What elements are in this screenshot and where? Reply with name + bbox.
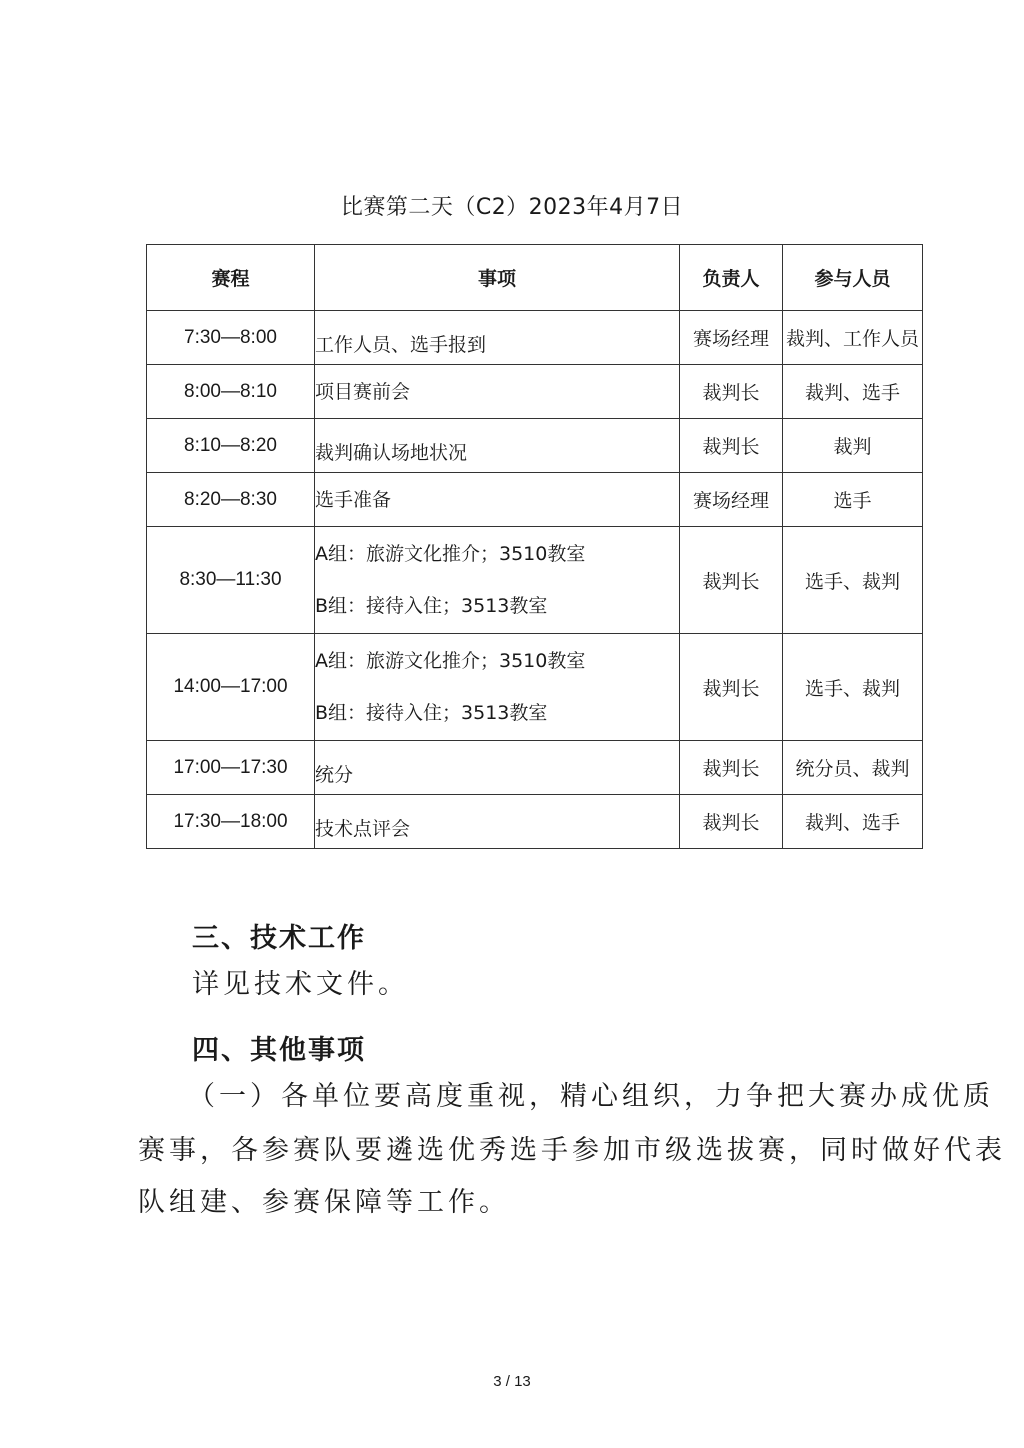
item-text: 技术点评会 — [315, 817, 411, 840]
participants-cell: 选手 — [783, 473, 923, 527]
participants-cell: 统分员、裁判 — [783, 741, 923, 795]
time-cell: 8:00—8:10 — [147, 365, 315, 419]
responsible-cell: 裁判长 — [680, 527, 783, 634]
item-text: B组：接待入住；3513教室 — [315, 702, 548, 724]
table-row — [147, 795, 923, 849]
table-row — [147, 311, 923, 365]
responsible-cell: 裁判长 — [680, 419, 783, 473]
table-header-row — [147, 245, 923, 311]
table-row — [147, 741, 923, 795]
item-text: 选手准备 — [315, 488, 392, 511]
item-cell — [315, 634, 680, 741]
item-text: 统分 — [315, 763, 354, 786]
schedule-table — [146, 244, 923, 849]
participants-cell: 选手、裁判 — [783, 634, 923, 741]
responsible-cell: 裁判长 — [680, 365, 783, 419]
header-participants: 参与人员 — [783, 245, 923, 311]
item-cell — [315, 365, 680, 419]
item-text: 裁判确认场地状况 — [315, 441, 468, 464]
section-3-heading: 三、技术工作 — [192, 923, 366, 954]
item-text: A组：旅游文化推介；3510教室 — [315, 543, 586, 565]
responsible-cell: 赛场经理 — [680, 311, 783, 365]
responsible-cell: 裁判长 — [680, 795, 783, 849]
participants-cell: 裁判、选手 — [783, 365, 923, 419]
page-number: 3 / 13 — [493, 1373, 531, 1390]
section-4-line-2: 赛事，各参赛队要遴选优秀选手参加市级选拔赛，同时做好代表 — [138, 1135, 1006, 1166]
time-cell: 17:30—18:00 — [147, 795, 315, 849]
header-schedule: 赛程 — [147, 245, 315, 311]
time-cell: 14:00—17:00 — [147, 634, 315, 741]
time-cell: 7:30—8:00 — [147, 311, 315, 365]
time-cell: 8:20—8:30 — [147, 473, 315, 527]
time-cell: 17:00—17:30 — [147, 741, 315, 795]
responsible-cell: 赛场经理 — [680, 473, 783, 527]
header-responsible: 负责人 — [680, 245, 783, 311]
section-4-line-1: （一）各单位要高度重视，精心组织，力争把大赛办成优质 — [188, 1081, 994, 1112]
table-row — [147, 527, 923, 634]
header-item: 事项 — [315, 245, 680, 311]
item-text: B组：接待入住；3513教室 — [315, 595, 548, 617]
item-cell — [315, 311, 680, 365]
item-cell — [315, 527, 680, 634]
responsible-cell: 裁判长 — [680, 634, 783, 741]
section-4-heading: 四、其他事项 — [192, 1035, 366, 1066]
time-cell: 8:10—8:20 — [147, 419, 315, 473]
table-caption: 比赛第二天（C2）2023年4月7日 — [340, 195, 684, 220]
table-row — [147, 473, 923, 527]
item-cell — [315, 473, 680, 527]
participants-cell: 选手、裁判 — [783, 527, 923, 634]
section-4-line-3: 队组建、参赛保障等工作。 — [138, 1187, 510, 1218]
table-row — [147, 365, 923, 419]
item-text: 工作人员、选手报到 — [315, 333, 487, 356]
table-row — [147, 634, 923, 741]
item-cell — [315, 795, 680, 849]
participants-cell: 裁判、选手 — [783, 795, 923, 849]
item-cell — [315, 419, 680, 473]
item-text: 项目赛前会 — [315, 380, 411, 403]
time-cell: 8:30—11:30 — [147, 527, 315, 634]
responsible-cell: 裁判长 — [680, 741, 783, 795]
item-cell — [315, 741, 680, 795]
participants-cell: 裁判、工作人员 — [783, 311, 923, 365]
table-row — [147, 419, 923, 473]
section-3-text: 详见技术文件。 — [192, 969, 409, 1000]
participants-cell: 裁判 — [783, 419, 923, 473]
item-text: A组：旅游文化推介；3510教室 — [315, 650, 586, 672]
